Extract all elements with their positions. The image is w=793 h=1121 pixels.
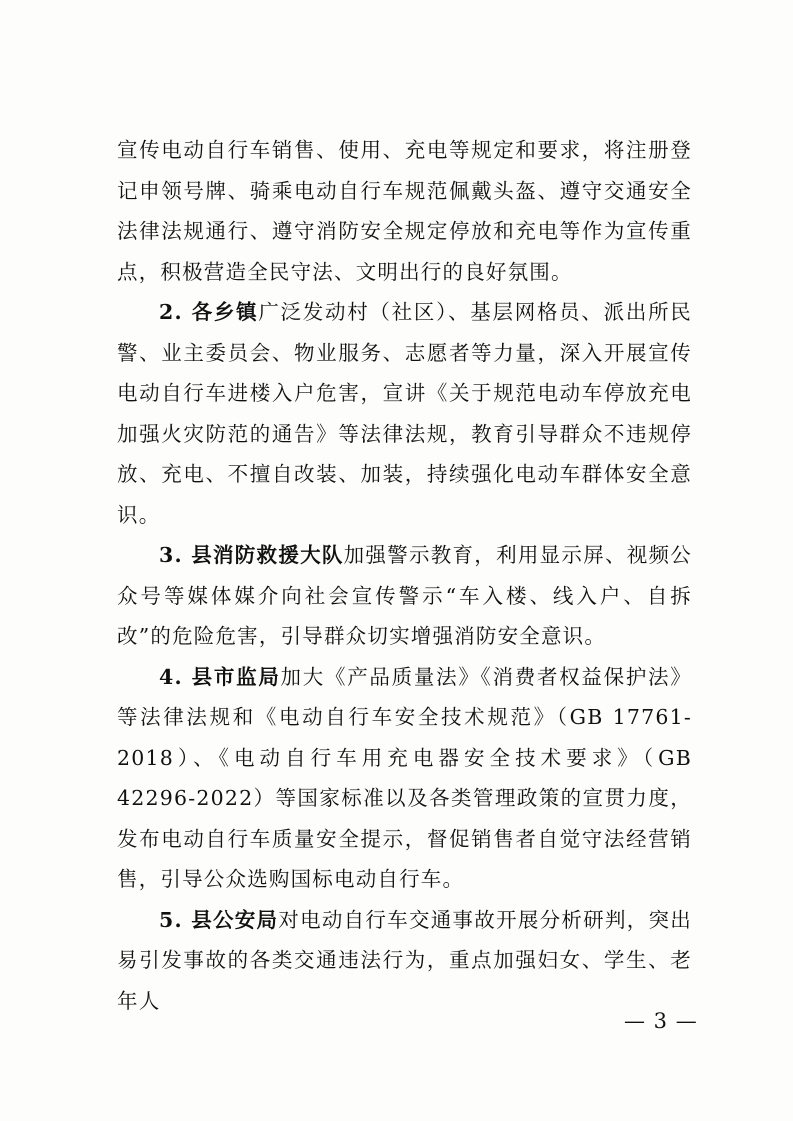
paragraph-item-5 (117, 900, 692, 1022)
paragraph-heading: 3. 县消防救援大队 (159, 543, 344, 567)
document-body (117, 130, 692, 1021)
paragraph-heading: 4. 县市监局 (159, 664, 281, 689)
paragraph-text: 对电动自行车交通事故开展分析研判，突出易引发事故的各类交通违法行为，重点加强妇女、学生、老年人 (117, 907, 692, 1013)
paragraph-text: 加大《产品质量法》《消费者权益保护法》等法律法规和《电动自行车安全技术规范》（GB 17761-2018）、《电动自行车用充电器安全技术要求》（GB 42296-2022）等国家标准以及各类管理政策的宣贯力度，发布电动自行车质量安全提示，督促销售者自觉守法经营销售，引导公众选购国标电动自行车。 (117, 664, 692, 891)
paragraph-item-2 (117, 292, 692, 535)
paragraph-heading: 2. 各乡镇 (159, 300, 259, 324)
paragraph-heading: 5. 县公安局 (159, 907, 279, 932)
paragraph-text: 加强警示教育，利用显示屏、视频公众号等媒体媒介向社会宣传警示“车入楼、线入户、自拆改”的危险危害，引导群众切实增强消防安全意识。 (117, 543, 692, 648)
paragraph-continuation (117, 130, 692, 292)
paragraph-item-3 (117, 535, 692, 657)
paragraph-item-4 (117, 657, 692, 900)
paragraph-text: 宣传电动自行车销售、使用、充电等规定和要求，将注册登记申领号牌、骑乘电动自行车规范佩戴头盔、遵守交通安全法律法规通行、遵守消防安全规定停放和充电等作为宣传重点，积极营造全民守法、文明出行的良好氛围。 (117, 138, 692, 284)
page-number: — 3 — (624, 1009, 698, 1033)
paragraph-text: 广泛发动村（社区）、基层网格员、派出所民警、业主委员会、物业服务、志愿者等力量，深入开展宣传电动自行车进楼入户危害，宣讲《关于规范电动车停放充电加强火灾防范的通告》等法律法规，教育引导群众不违规停放、充电、不擅自改装、加装，持续强化电动车群体安全意识。 (117, 300, 692, 527)
